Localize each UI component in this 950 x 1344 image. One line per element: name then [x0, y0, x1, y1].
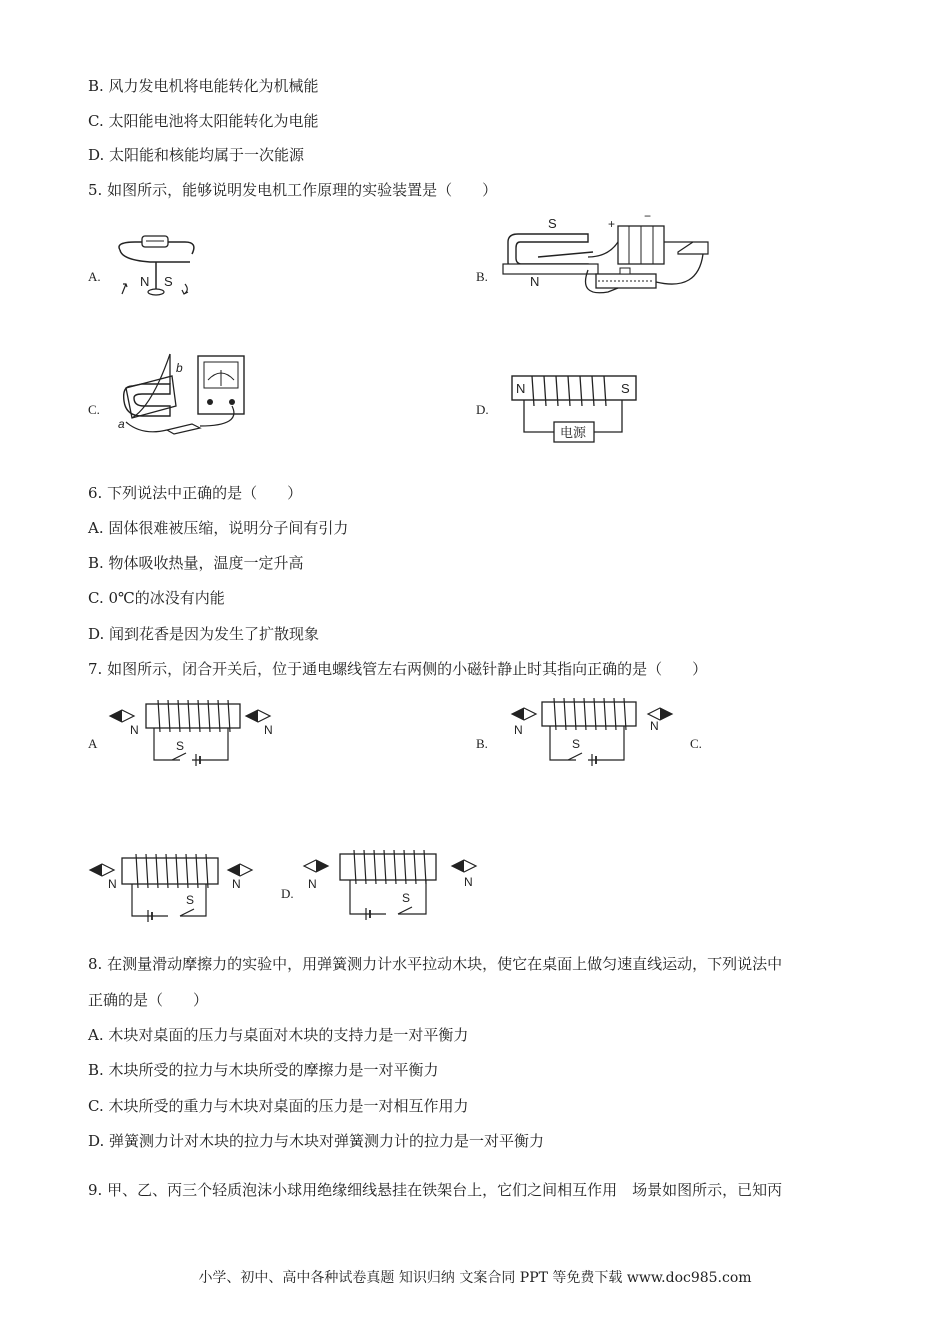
q8-option-b: B. 木块所受的拉力与木块所受的摩擦力是一对平衡力 — [88, 1061, 439, 1079]
q7-figure-d — [302, 846, 482, 922]
q5-option-c-label: C. — [88, 402, 100, 417]
q7d-right-n: N — [464, 875, 473, 889]
magnet-n-label: N — [530, 274, 540, 289]
magnet-s-label: S — [548, 216, 557, 231]
q6-option-b: B. 物体吸收热量，温度一定升高 — [88, 554, 304, 572]
question-7: 7. 如图所示，闭合开关后，位于通电螺线管左右两侧的小磁针静止时其指向正确的是（ ） — [88, 660, 708, 678]
battery-minus-label: − — [644, 212, 652, 223]
q7-option-d-label: D. — [281, 886, 294, 901]
q5-option-b-label: B. — [476, 269, 488, 284]
q7-option-a-label: A — [88, 736, 98, 751]
q5-figure-a — [110, 232, 205, 304]
option-d-line: D. 太阳能和核能均属于一次能源 — [88, 146, 305, 164]
q7c-left-n: N — [108, 877, 117, 891]
q7-figure-c — [88, 850, 268, 922]
q7a-right-n: N — [264, 723, 273, 737]
option-b-line: B. 风力发电机将电能转化为机械能 — [88, 77, 319, 95]
q8-option-a: A. 木块对桌面的压力与桌面对木块的支持力是一对平衡力 — [88, 1026, 469, 1044]
q5-figure-d — [510, 374, 638, 444]
q7a-left-n: N — [130, 723, 139, 737]
power-source-label: 电源 — [560, 425, 587, 440]
q7d-left-n: N — [308, 877, 317, 891]
q7c-switch-s: S — [186, 893, 195, 907]
q7b-switch-s: S — [572, 737, 581, 751]
q6-option-d: D. 闻到花香是因为发生了扩散现象 — [88, 625, 320, 643]
page-footer: 小学、初中、高中各种试卷真题 知识归纳 文案合同 PPT 等免费下载 www.doc985.com — [198, 1270, 752, 1286]
question-8-line-1: 8. 在测量滑动摩擦力的实验中，用弹簧测力计水平拉动木块，使它在桌面上做匀速直线运动，下列说法中 — [88, 955, 783, 973]
q7b-right-n: N — [650, 719, 659, 733]
q8-option-d: D. 弹簧测力计对木块的拉力与木块对弹簧测力计的拉力是一对平衡力 — [88, 1132, 545, 1150]
q7c-right-n: N — [232, 877, 241, 891]
q7-figure-b — [510, 698, 690, 768]
compass-n-label: N — [140, 274, 150, 289]
question-8-line-2: 正确的是（ ） — [88, 991, 209, 1009]
option-c-line: C. 太阳能电池将太阳能转化为电能 — [88, 112, 319, 130]
q7a-switch-s: S — [176, 739, 185, 753]
q7-option-c-label: C. — [690, 736, 702, 751]
q5-figure-c — [112, 346, 252, 446]
q7-option-b-label: B. — [476, 736, 488, 751]
q7-figure-a — [108, 698, 288, 768]
q5-figure-b — [498, 212, 728, 312]
question-9: 9. 甲、乙、丙三个轻质泡沫小球用绝缘细线悬挂在铁架台上，它们之间相互作用 场景如图所示，已知丙 — [88, 1181, 783, 1199]
battery-plus-label: + — [608, 217, 616, 231]
wire-b-label: b — [176, 361, 183, 375]
wire-a-label: a — [118, 417, 125, 431]
solenoid-n-label: N — [516, 381, 526, 396]
q7b-left-n: N — [514, 723, 523, 737]
q8-option-c: C. 木块所受的重力与木块对桌面的压力是一对相互作用力 — [88, 1097, 469, 1115]
q5-option-d-label: D. — [476, 402, 489, 417]
solenoid-s-label: S — [621, 381, 630, 396]
question-6: 6. 下列说法中正确的是（ ） — [88, 484, 303, 502]
question-5: 5. 如图所示，能够说明发电机工作原理的实验装置是（ ） — [88, 181, 498, 199]
q6-option-c: C. 0℃的冰没有内能 — [88, 589, 225, 607]
q6-option-a: A. 固体很难被压缩，说明分子间有引力 — [88, 519, 349, 537]
q7d-switch-s: S — [402, 891, 411, 905]
q5-option-a-label: A. — [88, 269, 101, 284]
compass-s-label: S — [164, 274, 173, 289]
